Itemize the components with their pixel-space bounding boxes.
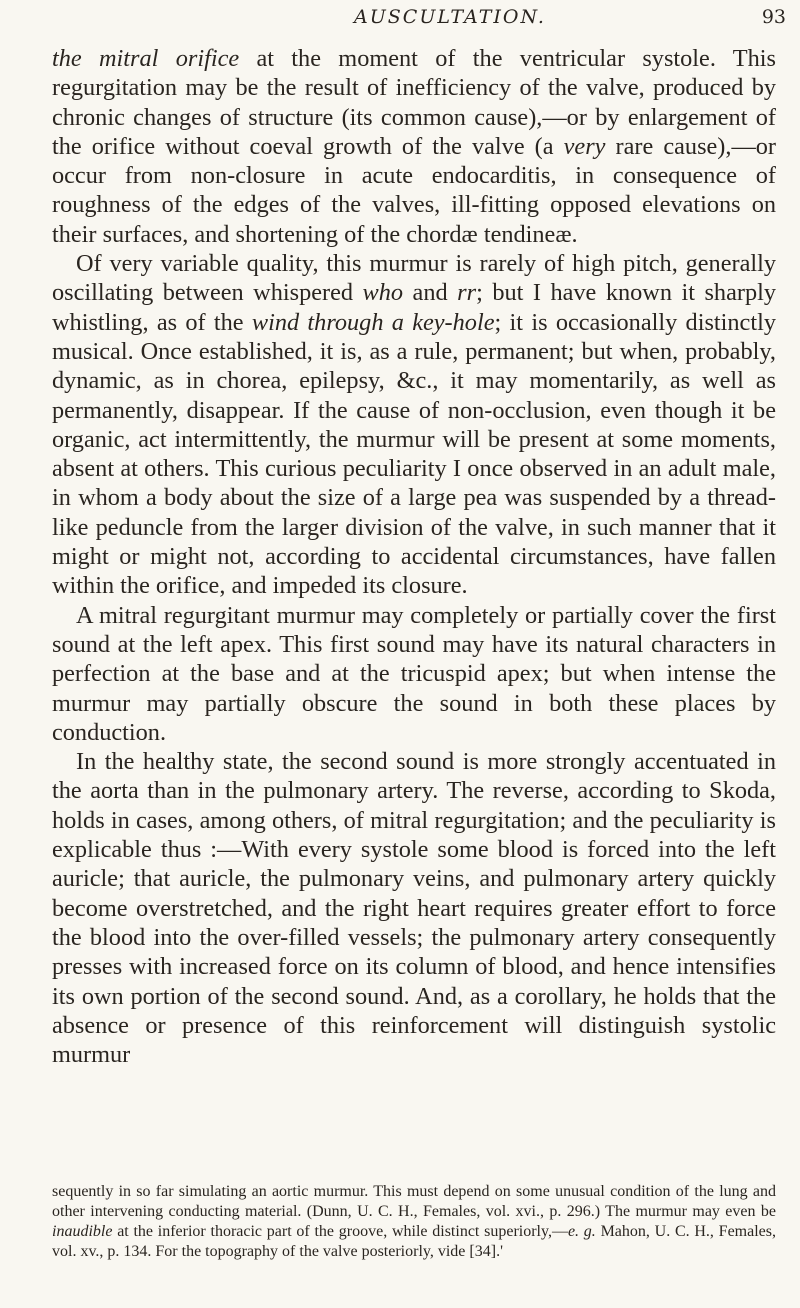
running-title: AUSCULTATION. — [354, 6, 546, 28]
paragraph-segment: at the moment of the ventricular systole. This regurgitation may be the result of inefficiency of the valve, produced by chronic changes of structure (its common cause),—or by enlargement of the orifice without coeval growth of the valve (a — [52, 45, 776, 160]
running-head — [0, 6, 800, 36]
paragraph-2 — [52, 249, 776, 601]
paragraph-segment: ; but I have known it sharply whistling, as of the — [52, 279, 776, 336]
paragraph-segment: rr — [457, 279, 477, 307]
paragraph-segment: rare cause),—or occur from non-closure in acute endocarditis, in consequence of roughness of the edges of the valves, ill-fitting opposed elevations on their surfaces, and shortening of the chordæ tendineæ. — [52, 132, 777, 248]
paragraph-segment: ; it is occasionally distinctly musical. Once established, it is, as a rule, permanent; but when, probably, dynamic, as in chorea, epilepsy, &c., it may momentarily, as well as permanently, disappear. If the cause of non-occlusion, even though it be organic, act intermittently, the murmur will be present at some moments, absent at others. This curious peculiarity I once observed in an adult male, in whom a body about the size of a large pea was suspended by a thread-like peduncle from the larger division of the valve, in such manner that it might or might not, according to accidental circumstances, have fallen within the orifice, and impeded its closure. — [52, 308, 776, 600]
paragraph-3 — [52, 601, 776, 747]
footnote-segment: sequently in so far simulating an aortic murmur. This must depend on some unusual condition of the lung and other intervening conducting material. (Dunn, U. C. H., Females, vol. xvi., p. 296.) The murmur may even be — [52, 1183, 776, 1220]
paragraph-4 — [52, 747, 776, 1069]
paragraph-segment: and — [403, 279, 458, 307]
paragraph-segment: In the healthy state, the second sound is more strongly accentuated in the aorta than in the pulmonary artery. The reverse, according to Skoda, holds in cases, among others, of mitral regurgitation; and the peculiarity is explicable thus :—With every systole some blood is forced into the left auricle; that auricle, the pulmonary veins, and pulmonary artery quickly become overstretched, and the right heart requires greater effort to force the blood into the over-filled vessels; the pulmonary artery consequently presses with increased force on its column of blood, and hence intensifies its own portion of the second sound. And, as a corollary, he holds that the absence or presence of this reinforcement will distinguish systolic murmur — [52, 748, 776, 1069]
body-text — [52, 44, 776, 1069]
footnote-segment: inaudible — [52, 1223, 113, 1240]
page-number: 93 — [761, 6, 786, 28]
footnote-segment: e. g. — [567, 1223, 596, 1240]
footnote-segment: at the inferior thoracic part of the groove, while distinct superiorly,— — [112, 1223, 568, 1240]
paragraph-segment: A mitral regurgitant murmur may completely or partially cover the first sound at the left apex. This first sound may have its natural characters in perfection at the base and at the tricuspid apex; but when intense the murmur may partially obscure the sound in both these places by conduction. — [52, 601, 776, 746]
paragraph-segment: who — [362, 279, 404, 307]
paragraph-segment: Of very variable quality, this murmur is rarely of high pitch, generally oscillating between whispered — [52, 250, 776, 307]
paragraph-1 — [52, 44, 776, 249]
footnote-segment: Mahon, U. C. H., Females, vol. xv., p. 134. For the topography of the valve posteriorly, vide [34].' — [52, 1223, 776, 1260]
paragraph-segment: wind through a key-hole — [251, 308, 495, 336]
footnote — [52, 1182, 776, 1262]
paragraph-segment: the mitral orifice — [52, 45, 240, 72]
footnote-text — [52, 1182, 776, 1262]
paragraph-segment: very — [563, 132, 606, 160]
